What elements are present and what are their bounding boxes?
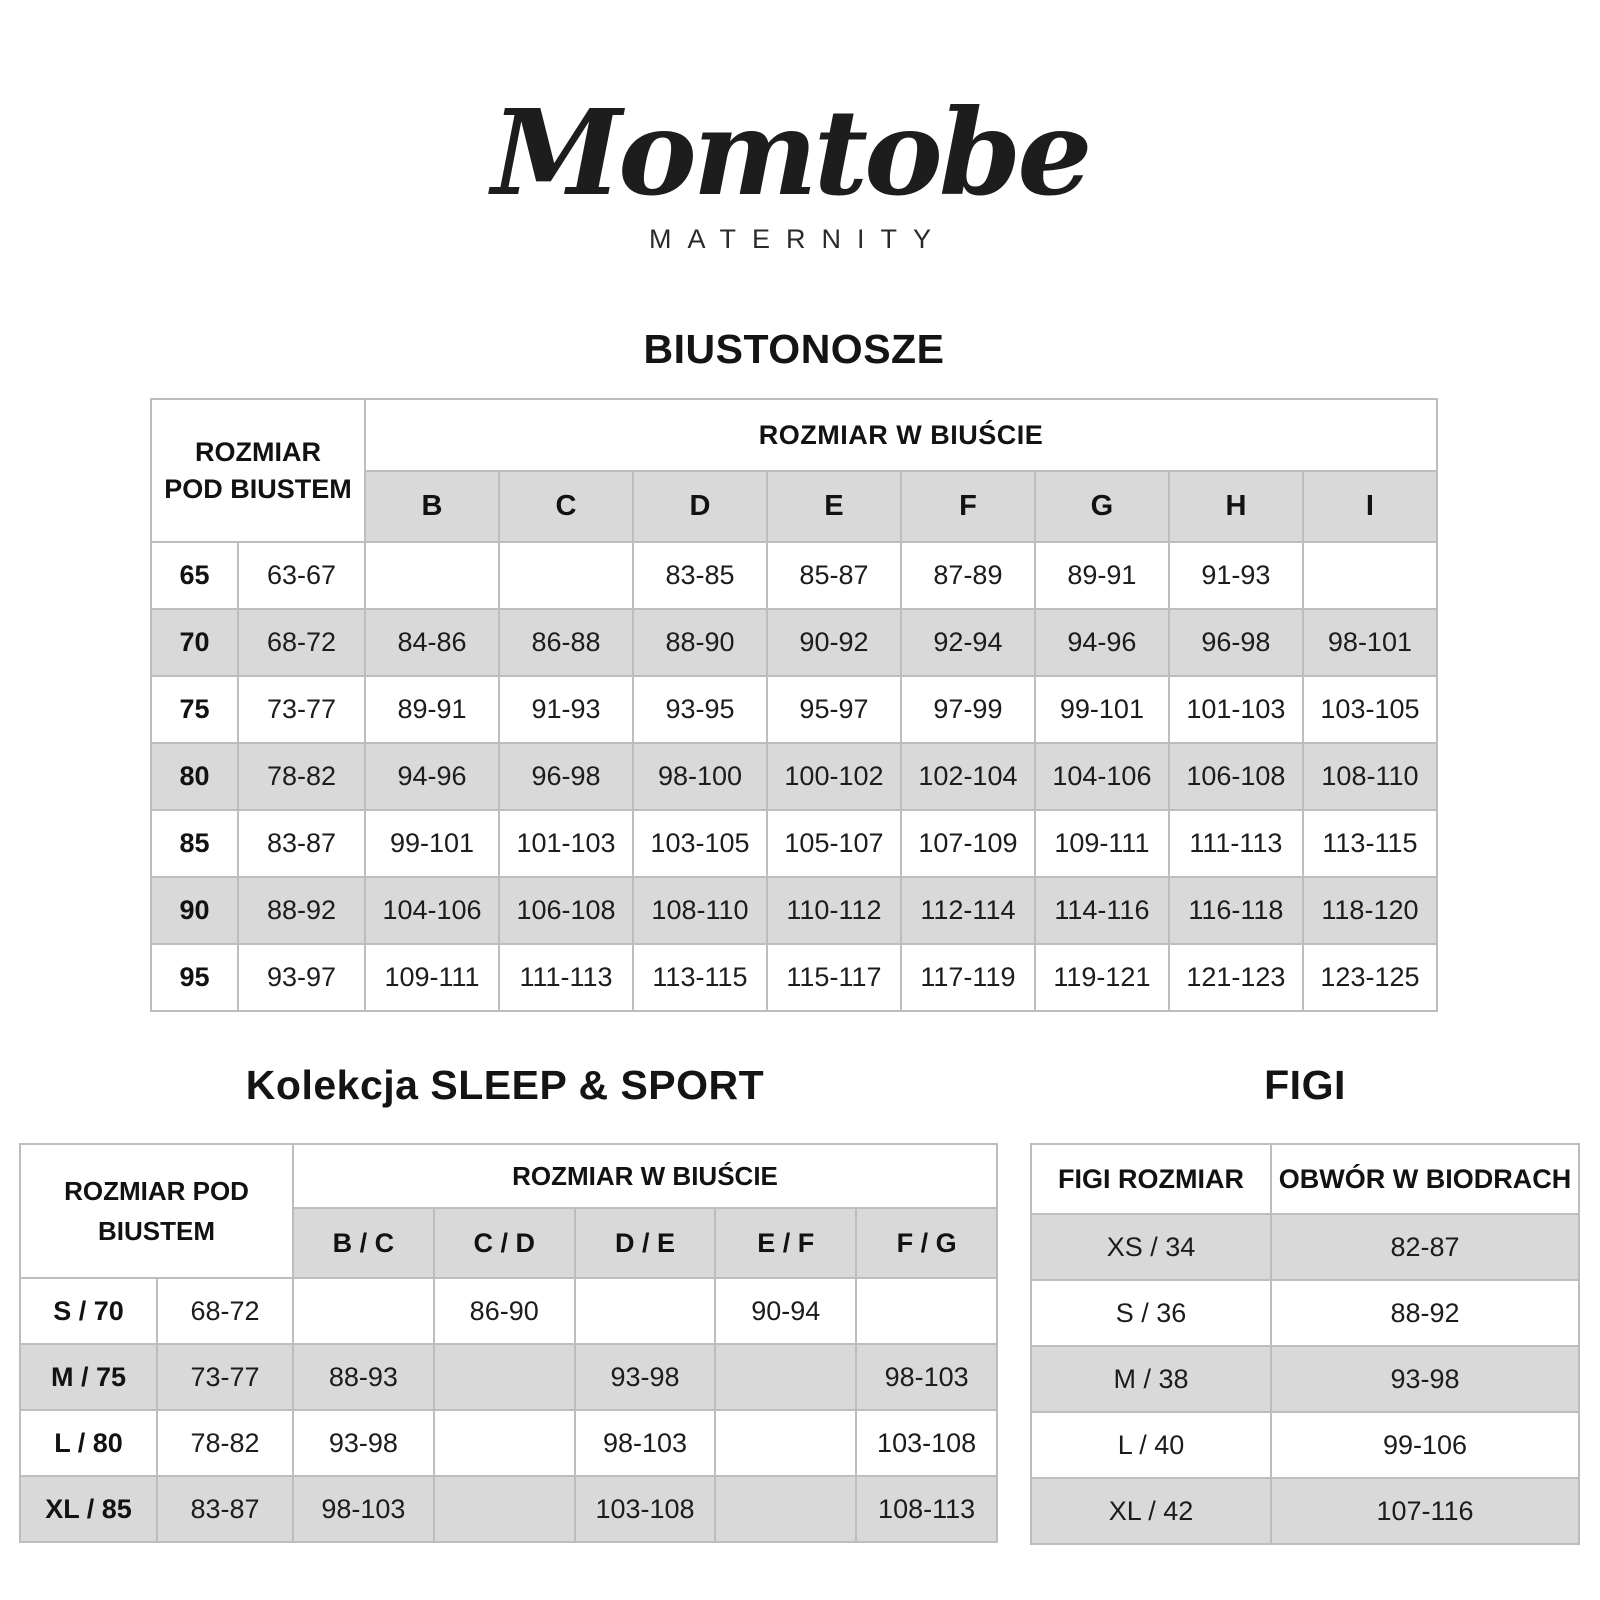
- cup-header: H: [1169, 471, 1303, 542]
- table-row: [20, 1476, 997, 1542]
- bras-corner-header: [151, 399, 365, 542]
- row-label-cell: 90: [151, 877, 238, 944]
- value-cell: 109-111: [365, 944, 499, 1011]
- table-row: [1031, 1214, 1579, 1280]
- cup-header: B: [365, 471, 499, 542]
- table-row: [151, 542, 1437, 609]
- value-cell: 98-100: [633, 743, 767, 810]
- row-label-cell: L / 40: [1031, 1412, 1271, 1478]
- cup-header: D: [633, 471, 767, 542]
- value-cell: 103-105: [633, 810, 767, 877]
- bras-bust-span-header: ROZMIAR W BIUŚCIE: [365, 399, 1437, 471]
- value-cell: [434, 1476, 575, 1542]
- bras-corner-line2: POD BIUSTEM: [164, 473, 352, 504]
- value-cell: 99-101: [365, 810, 499, 877]
- row-label-cell: 80: [151, 743, 238, 810]
- figi-section-title: FIGI: [1264, 1062, 1346, 1108]
- value-cell: [1303, 542, 1437, 609]
- table-row: [151, 676, 1437, 743]
- bras-section-title: BIUSTONOSZE: [643, 326, 945, 372]
- value-cell: [715, 1410, 856, 1476]
- sleep-bust-span-header: ROZMIAR W BIUŚCIE: [293, 1144, 997, 1208]
- sleep-title-prefix: Kolekcja: [245, 1062, 419, 1108]
- value-cell: 105-107: [767, 810, 901, 877]
- brand-tagline: MATERNITY: [649, 223, 947, 254]
- row-label-cell: 95: [151, 944, 238, 1011]
- cup-header: C / D: [434, 1208, 575, 1278]
- table-row: [151, 944, 1437, 1011]
- value-cell: 83-87: [238, 810, 365, 877]
- value-cell: 103-108: [856, 1410, 997, 1476]
- value-cell: 88-93: [293, 1344, 434, 1410]
- value-cell: 97-99: [901, 676, 1035, 743]
- table-row: [1031, 1412, 1579, 1478]
- figi-size-header: FIGI ROZMIAR: [1031, 1144, 1271, 1214]
- cup-header: E: [767, 471, 901, 542]
- table-row: [151, 810, 1437, 877]
- value-cell: 91-93: [499, 676, 633, 743]
- value-cell: 113-115: [633, 944, 767, 1011]
- row-label-cell: XL / 42: [1031, 1478, 1271, 1544]
- value-cell: 106-108: [499, 877, 633, 944]
- value-cell: 98-103: [575, 1410, 716, 1476]
- value-cell: [293, 1278, 434, 1344]
- row-label-cell: S / 36: [1031, 1280, 1271, 1346]
- row-label-cell: XL / 85: [20, 1476, 157, 1542]
- cup-header: G: [1035, 471, 1169, 542]
- value-cell: 109-111: [1035, 810, 1169, 877]
- value-cell: 83-85: [633, 542, 767, 609]
- value-cell: 106-108: [1169, 743, 1303, 810]
- value-cell: [715, 1476, 856, 1542]
- sleep-title-main: SLEEP & SPORT: [430, 1062, 765, 1108]
- value-cell: 93-97: [238, 944, 365, 1011]
- value-cell: 107-109: [901, 810, 1035, 877]
- value-cell: 101-103: [1169, 676, 1303, 743]
- value-cell: 68-72: [238, 609, 365, 676]
- table-row: [1031, 1346, 1579, 1412]
- table-row: [151, 609, 1437, 676]
- value-cell: [434, 1410, 575, 1476]
- row-label-cell: XS / 34: [1031, 1214, 1271, 1280]
- figi-hips-header: OBWÓR W BIODRACH: [1271, 1144, 1579, 1214]
- figi-size-table: [1030, 1143, 1580, 1545]
- value-cell: 108-110: [633, 877, 767, 944]
- value-cell: 86-88: [499, 609, 633, 676]
- row-label-cell: M / 75: [20, 1344, 157, 1410]
- value-cell: 103-108: [575, 1476, 716, 1542]
- value-cell: [856, 1278, 997, 1344]
- value-cell: 88-90: [633, 609, 767, 676]
- value-cell: 87-89: [901, 542, 1035, 609]
- sleep-corner-header: [20, 1144, 293, 1278]
- value-cell: 98-101: [1303, 609, 1437, 676]
- figi-table-body: [1031, 1214, 1579, 1544]
- value-cell: 101-103: [499, 810, 633, 877]
- value-cell: [499, 542, 633, 609]
- value-cell: [575, 1278, 716, 1344]
- value-cell: 78-82: [157, 1410, 293, 1476]
- value-cell: 98-103: [293, 1476, 434, 1542]
- value-cell: 63-67: [238, 542, 365, 609]
- value-cell: 89-91: [365, 676, 499, 743]
- cup-header: I: [1303, 471, 1437, 542]
- value-cell: 84-86: [365, 609, 499, 676]
- row-label-cell: 65: [151, 542, 238, 609]
- bras-table-body: [151, 542, 1437, 1011]
- cup-header: C: [499, 471, 633, 542]
- figi-header-row: [1031, 1144, 1579, 1214]
- row-label-cell: M / 38: [1031, 1346, 1271, 1412]
- cup-header: E / F: [715, 1208, 856, 1278]
- value-cell: 111-113: [499, 944, 633, 1011]
- sleep-corner-line1: ROZMIAR POD: [64, 1175, 249, 1206]
- value-cell: 116-118: [1169, 877, 1303, 944]
- value-cell: [365, 542, 499, 609]
- value-cell: [715, 1344, 856, 1410]
- value-cell: 108-113: [856, 1476, 997, 1542]
- brand-logo: Momtobe: [491, 83, 1089, 222]
- cup-header: F: [901, 471, 1035, 542]
- value-cell: 83-87: [157, 1476, 293, 1542]
- value-cell: 94-96: [1035, 609, 1169, 676]
- value-cell: 73-77: [238, 676, 365, 743]
- table-row: [20, 1344, 997, 1410]
- sleep-sport-size-table: [19, 1143, 998, 1543]
- value-cell: 99-106: [1271, 1412, 1579, 1478]
- value-cell: [434, 1344, 575, 1410]
- value-cell: 90-92: [767, 609, 901, 676]
- value-cell: 93-98: [575, 1344, 716, 1410]
- row-label-cell: 70: [151, 609, 238, 676]
- value-cell: 95-97: [767, 676, 901, 743]
- value-cell: 89-91: [1035, 542, 1169, 609]
- table-row: [20, 1278, 997, 1344]
- value-cell: 104-106: [365, 877, 499, 944]
- value-cell: 110-112: [767, 877, 901, 944]
- value-cell: 99-101: [1035, 676, 1169, 743]
- value-cell: 96-98: [1169, 609, 1303, 676]
- value-cell: 111-113: [1169, 810, 1303, 877]
- value-cell: 102-104: [901, 743, 1035, 810]
- value-cell: 73-77: [157, 1344, 293, 1410]
- value-cell: 82-87: [1271, 1214, 1579, 1280]
- value-cell: 68-72: [157, 1278, 293, 1344]
- value-cell: 118-120: [1303, 877, 1437, 944]
- table-row: [1031, 1280, 1579, 1346]
- value-cell: 123-125: [1303, 944, 1437, 1011]
- bras-corner-line1: ROZMIAR: [195, 437, 321, 468]
- value-cell: 93-95: [633, 676, 767, 743]
- value-cell: 96-98: [499, 743, 633, 810]
- value-cell: 93-98: [1271, 1346, 1579, 1412]
- brand-header: [0, 83, 1580, 255]
- value-cell: 90-94: [715, 1278, 856, 1344]
- value-cell: 88-92: [238, 877, 365, 944]
- value-cell: 85-87: [767, 542, 901, 609]
- table-row: [1031, 1478, 1579, 1544]
- cup-header: D / E: [575, 1208, 716, 1278]
- value-cell: 103-105: [1303, 676, 1437, 743]
- value-cell: 115-117: [767, 944, 901, 1011]
- value-cell: 119-121: [1035, 944, 1169, 1011]
- cup-header: B / C: [293, 1208, 434, 1278]
- value-cell: 94-96: [365, 743, 499, 810]
- table-row: [151, 743, 1437, 810]
- row-label-cell: S / 70: [20, 1278, 157, 1344]
- value-cell: 100-102: [767, 743, 901, 810]
- value-cell: 78-82: [238, 743, 365, 810]
- sleep-table-body: [20, 1278, 997, 1542]
- bras-size-table: [150, 398, 1438, 1012]
- value-cell: 91-93: [1169, 542, 1303, 609]
- value-cell: 104-106: [1035, 743, 1169, 810]
- table-row: [20, 1410, 997, 1476]
- value-cell: 107-116: [1271, 1478, 1579, 1544]
- value-cell: 113-115: [1303, 810, 1437, 877]
- value-cell: 86-90: [434, 1278, 575, 1344]
- row-label-cell: 75: [151, 676, 238, 743]
- value-cell: 92-94: [901, 609, 1035, 676]
- cup-header: F / G: [856, 1208, 997, 1278]
- table-row: [151, 877, 1437, 944]
- value-cell: 108-110: [1303, 743, 1437, 810]
- value-cell: 88-92: [1271, 1280, 1579, 1346]
- value-cell: 114-116: [1035, 877, 1169, 944]
- row-label-cell: 85: [151, 810, 238, 877]
- value-cell: 121-123: [1169, 944, 1303, 1011]
- value-cell: 112-114: [901, 877, 1035, 944]
- sleep-section-title: [0, 1062, 1010, 1109]
- sleep-corner-line2: BIUSTEM: [98, 1216, 215, 1246]
- row-label-cell: L / 80: [20, 1410, 157, 1476]
- value-cell: 93-98: [293, 1410, 434, 1476]
- value-cell: 98-103: [856, 1344, 997, 1410]
- value-cell: 117-119: [901, 944, 1035, 1011]
